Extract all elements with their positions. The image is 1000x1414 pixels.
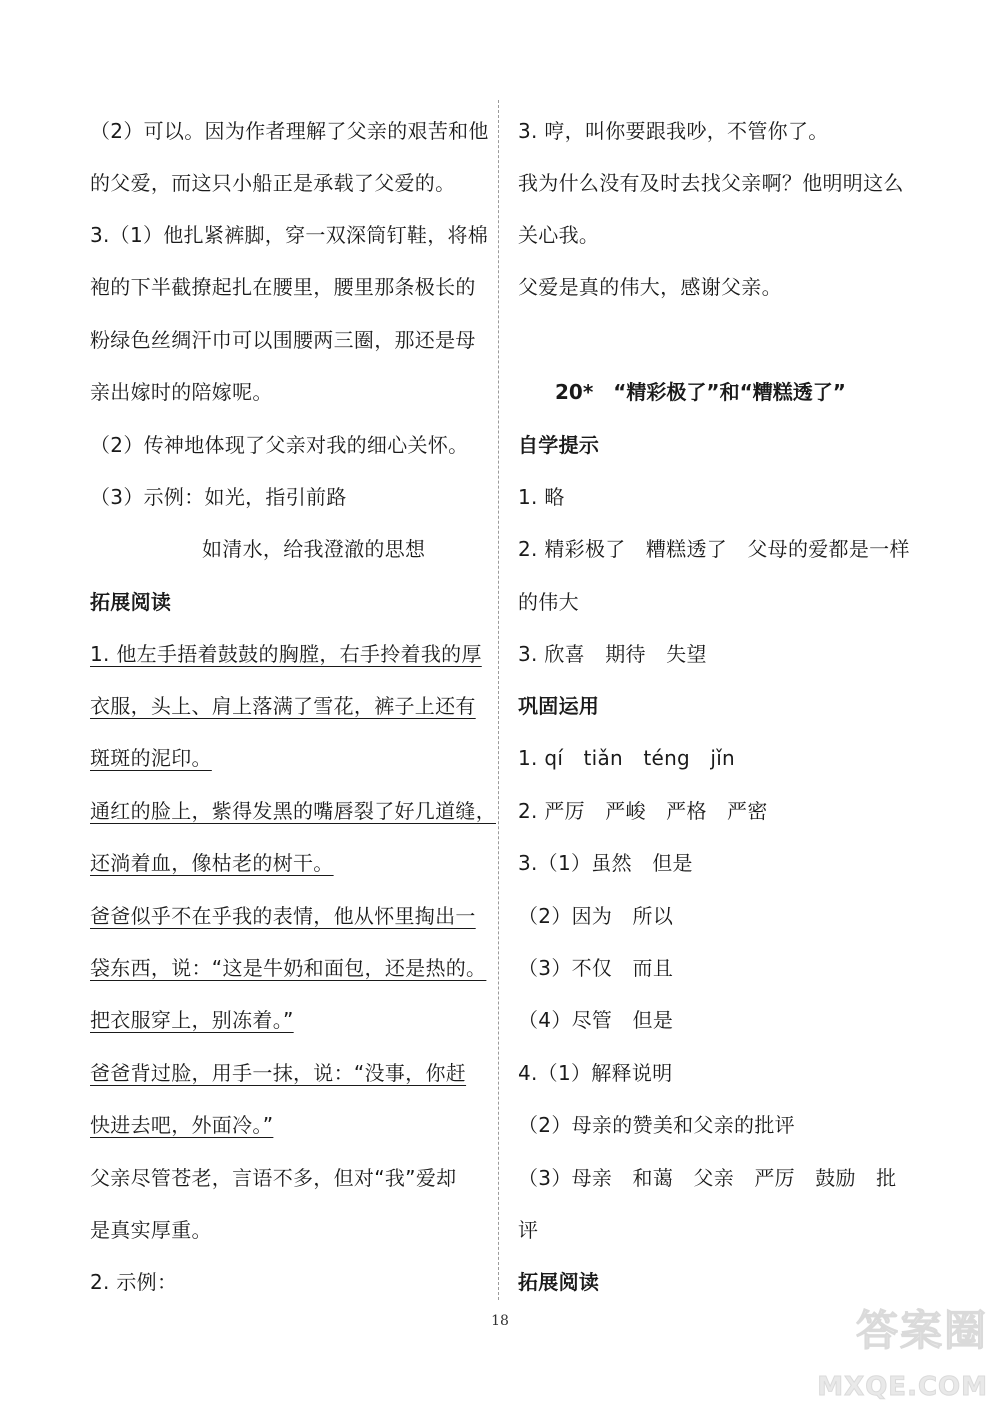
section-heading-consolidate: 巩固运用 <box>518 694 600 718</box>
column-divider <box>498 100 499 1300</box>
answer-line: 3. 哼，叫你要跟我吵，不管你了。 <box>518 119 829 143</box>
watermark-top-text: 答案圈 <box>855 1306 988 1355</box>
section-heading-extend-reading: 拓展阅读 <box>518 1270 600 1294</box>
underlined-quote-line: 快进去吧，外面冷。” <box>90 1113 274 1137</box>
section-heading-extend-reading: 拓展阅读 <box>90 590 172 614</box>
answer-line: 亲出嫁时的陪嫁呢。 <box>90 380 273 404</box>
lesson-title: 20* “精彩极了”和“糟糕透了” <box>555 380 846 404</box>
answer-line: 1. qí tiǎn téng jǐn <box>518 746 736 770</box>
watermark-bottom-text: MXQE.COM <box>817 1372 988 1402</box>
answer-line: 的父爱，而这只小船正是承载了父爱的。 <box>90 171 456 195</box>
answer-line: 1. 略 <box>518 485 565 509</box>
answer-line: （2）母亲的赞美和父亲的批评 <box>518 1113 795 1137</box>
answer-line: 我为什么没有及时去找父亲啊？他明明这么 <box>518 171 904 195</box>
answer-line: 3. 欣喜 期待 失望 <box>518 642 707 666</box>
answer-line: 是真实厚重。 <box>90 1218 212 1242</box>
answer-line: 3.（1）他扎紧裤脚，穿一双深筒钉鞋，将棉 <box>90 223 489 247</box>
underlined-quote-line: 爸爸背过脸，用手一抹，说：“没事，你赶 <box>90 1061 467 1085</box>
underlined-quote-line: 衣服，头上、肩上落满了雪花，裤子上还有 <box>90 694 476 718</box>
answer-line: 父亲尽管苍老，言语不多，但对“我”爱却 <box>90 1166 457 1190</box>
underlined-quote-line: 爸爸似乎不在乎我的表情，他从怀里掏出一 <box>90 904 476 928</box>
answer-line: 粉绿色丝绸汗巾可以围腰两三圈，那还是母 <box>90 328 476 352</box>
answer-line: （2）因为 所以 <box>518 904 674 928</box>
answer-line: （3）不仅 而且 <box>518 956 674 980</box>
watermark-logo <box>817 1296 992 1406</box>
answer-line: 4.（1）解释说明 <box>518 1061 673 1085</box>
answer-line: 关心我。 <box>518 223 600 247</box>
answer-line: 2. 精彩极了 糟糕透了 父母的爱都是一样 <box>518 537 910 561</box>
answer-line: 父爱是真的伟大，感谢父亲。 <box>518 275 782 299</box>
answer-line: （4）尽管 但是 <box>518 1008 674 1032</box>
answer-line: （2）可以。因为作者理解了父亲的艰苦和他 <box>90 119 489 143</box>
underlined-quote-line: 通红的脸上，紫得发黑的嘴唇裂了好几道缝， <box>90 799 496 823</box>
section-heading-self-study: 自学提示 <box>518 433 600 457</box>
answer-line: （3）示例：如光，指引前路 <box>90 485 347 509</box>
underlined-quote-line: 1. 他左手捂着鼓鼓的胸膛，右手拎着我的厚 <box>90 642 482 666</box>
answer-line: 袍的下半截撩起扎在腰里，腰里那条极长的 <box>90 275 476 299</box>
underlined-quote-line: 还淌着血，像枯老的树干。 <box>90 851 334 875</box>
answer-line: 的伟大 <box>518 590 579 614</box>
page-number: 18 <box>491 1313 509 1329</box>
answer-line: 3.（1）虽然 但是 <box>518 851 693 875</box>
answer-line: 2. 严厉 严峻 严格 严密 <box>518 799 768 823</box>
answer-line: 评 <box>518 1218 539 1242</box>
underlined-quote-line: 把衣服穿上，别冻着。” <box>90 1008 294 1032</box>
underlined-quote-line: 斑斑的泥印。 <box>90 746 212 770</box>
underlined-quote-line: 袋东西，说：“这是牛奶和面包，还是热的。 <box>90 956 487 980</box>
answer-line: 如清水，给我澄澈的思想 <box>202 537 426 561</box>
answer-line: 2. 示例： <box>90 1270 178 1294</box>
answer-line: （3）母亲 和蔼 父亲 严厉 鼓励 批 <box>518 1166 897 1190</box>
answer-line: （2）传神地体现了父亲对我的细心关怀。 <box>90 433 469 457</box>
